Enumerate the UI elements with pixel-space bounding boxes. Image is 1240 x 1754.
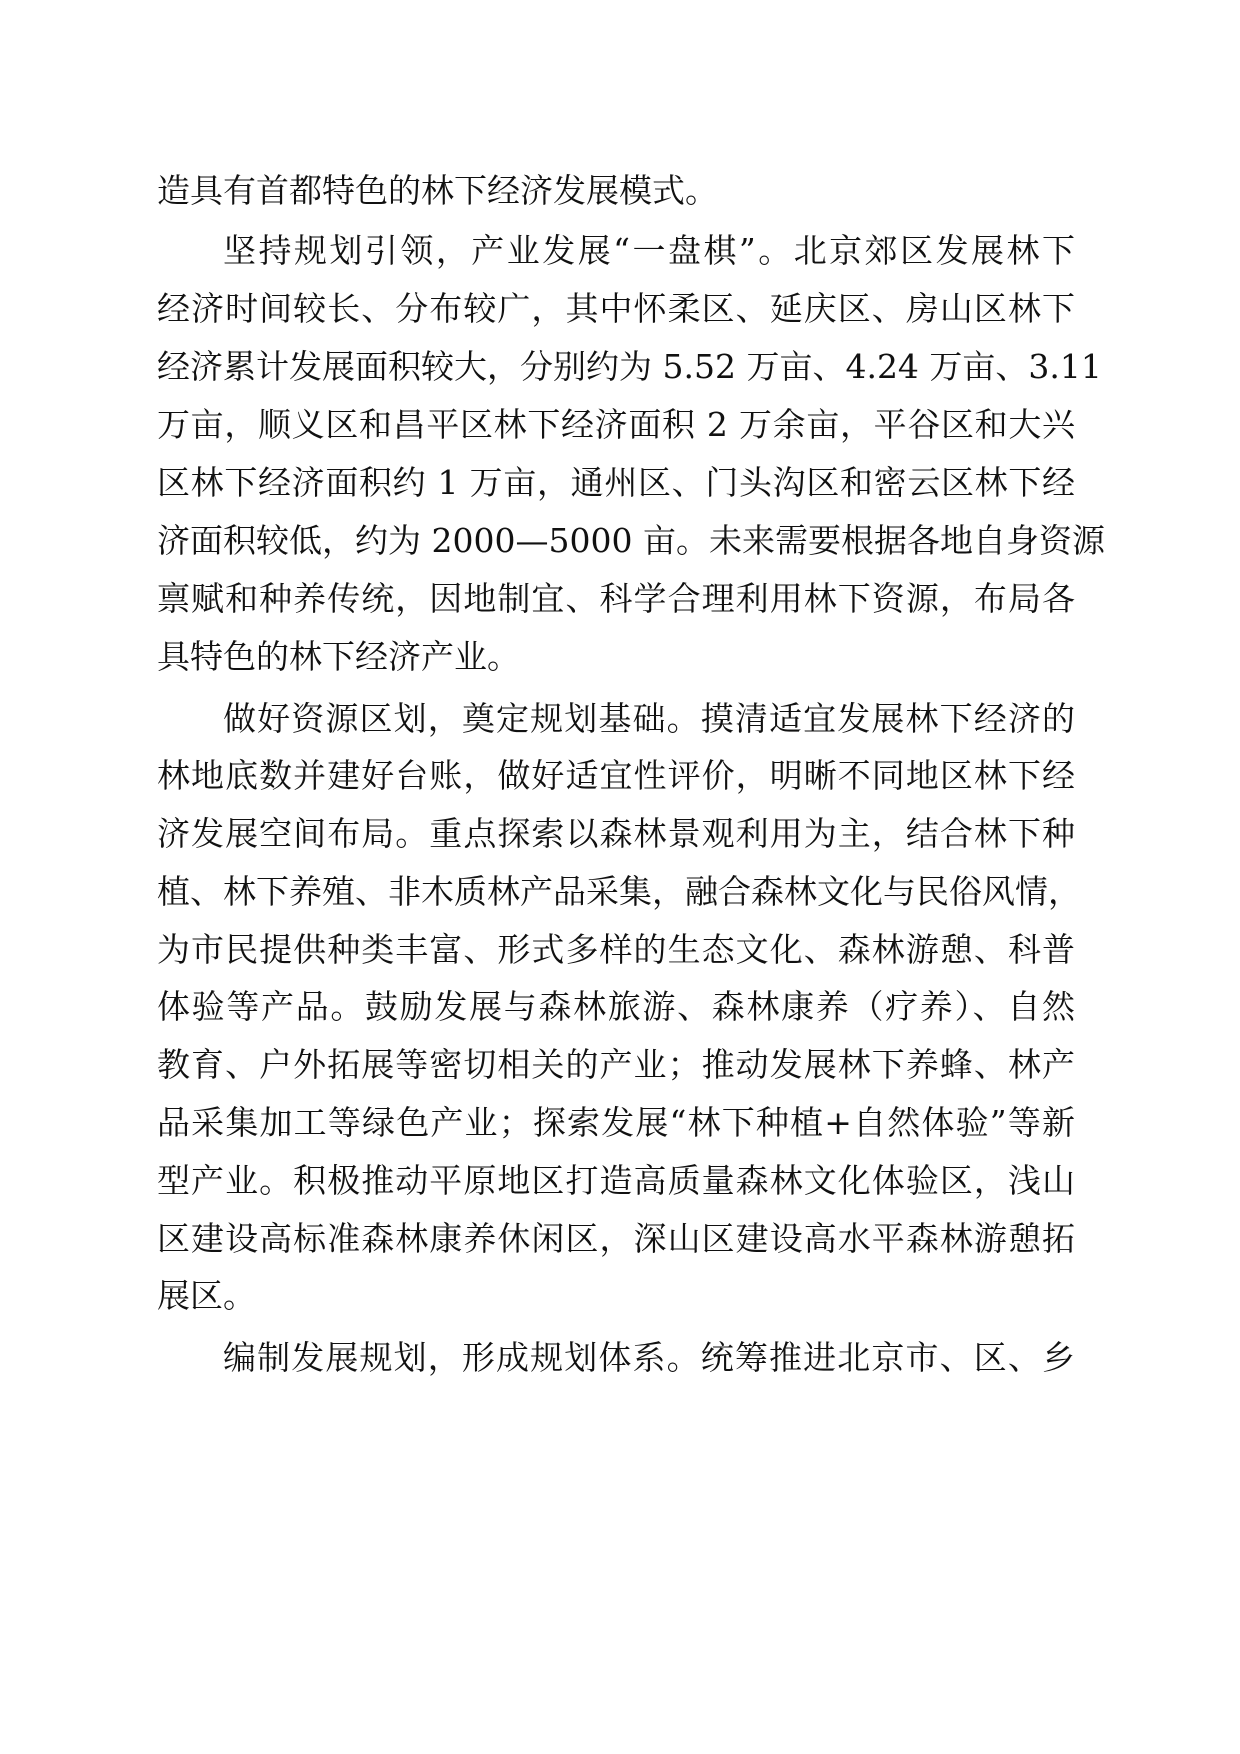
- text-line: 区林下经济面积约 1 万亩，通州区、门头沟区和密云区林下经: [157, 463, 1075, 502]
- text-line: 经济时间较长、分布较广，其中怀柔区、延庆区、房山区林下: [157, 289, 1075, 328]
- text-line: 林地底数并建好台账，做好适宜性评价，明晰不同地区林下经: [157, 756, 1075, 795]
- text-line: 具特色的林下经济产业。: [157, 637, 520, 676]
- text-line: 编制发展规划，形成规划体系。统筹推进北京市、区、乡: [223, 1338, 1075, 1377]
- text-line: 经济累计发展面积较大，分别约为 5.52 万亩、4.24 万亩、3.11: [157, 347, 1102, 386]
- text-line: 型产业。积极推动平原地区打造高质量森林文化体验区，浅山: [157, 1161, 1075, 1200]
- text-line: 体验等产品。鼓励发展与森林旅游、森林康养（疗养）、自然: [157, 987, 1075, 1026]
- text-line: 济面积较低，约为 2000—5000 亩。未来需要根据各地自身资源: [157, 521, 1105, 560]
- text-line: 展区。: [157, 1276, 256, 1315]
- text-line: 造具有首都特色的林下经济发展模式。: [157, 171, 718, 210]
- text-line: 万亩，顺义区和昌平区林下经济面积 2 万余亩，平谷区和大兴: [157, 405, 1075, 444]
- text-line: 坚持规划引领，产业发展“一盘棋”。北京郊区发展林下: [223, 231, 1075, 270]
- text-line: 禀赋和种养传统，因地制宜、科学合理利用林下资源，布局各: [157, 579, 1075, 618]
- text-line: 品采集加工等绿色产业；探索发展“林下种植+自然体验”等新: [157, 1103, 1075, 1142]
- text-line: 教育、户外拓展等密切相关的产业；推动发展林下养蜂、林产: [157, 1045, 1075, 1084]
- text-line: 济发展空间布局。重点探索以森林景观利用为主，结合林下种: [157, 814, 1075, 853]
- text-line: 区建设高标准森林康养休闲区，深山区建设高水平森林游憩拓: [157, 1219, 1075, 1258]
- text-line: 做好资源区划，奠定规划基础。摸清适宜发展林下经济的: [223, 699, 1075, 738]
- text-line: 植、林下养殖、非木质林产品采集，融合森林文化与民俗风情，: [157, 872, 1081, 911]
- text-line: 为市民提供种类丰富、形式多样的生态文化、森林游憩、科普: [157, 930, 1075, 969]
